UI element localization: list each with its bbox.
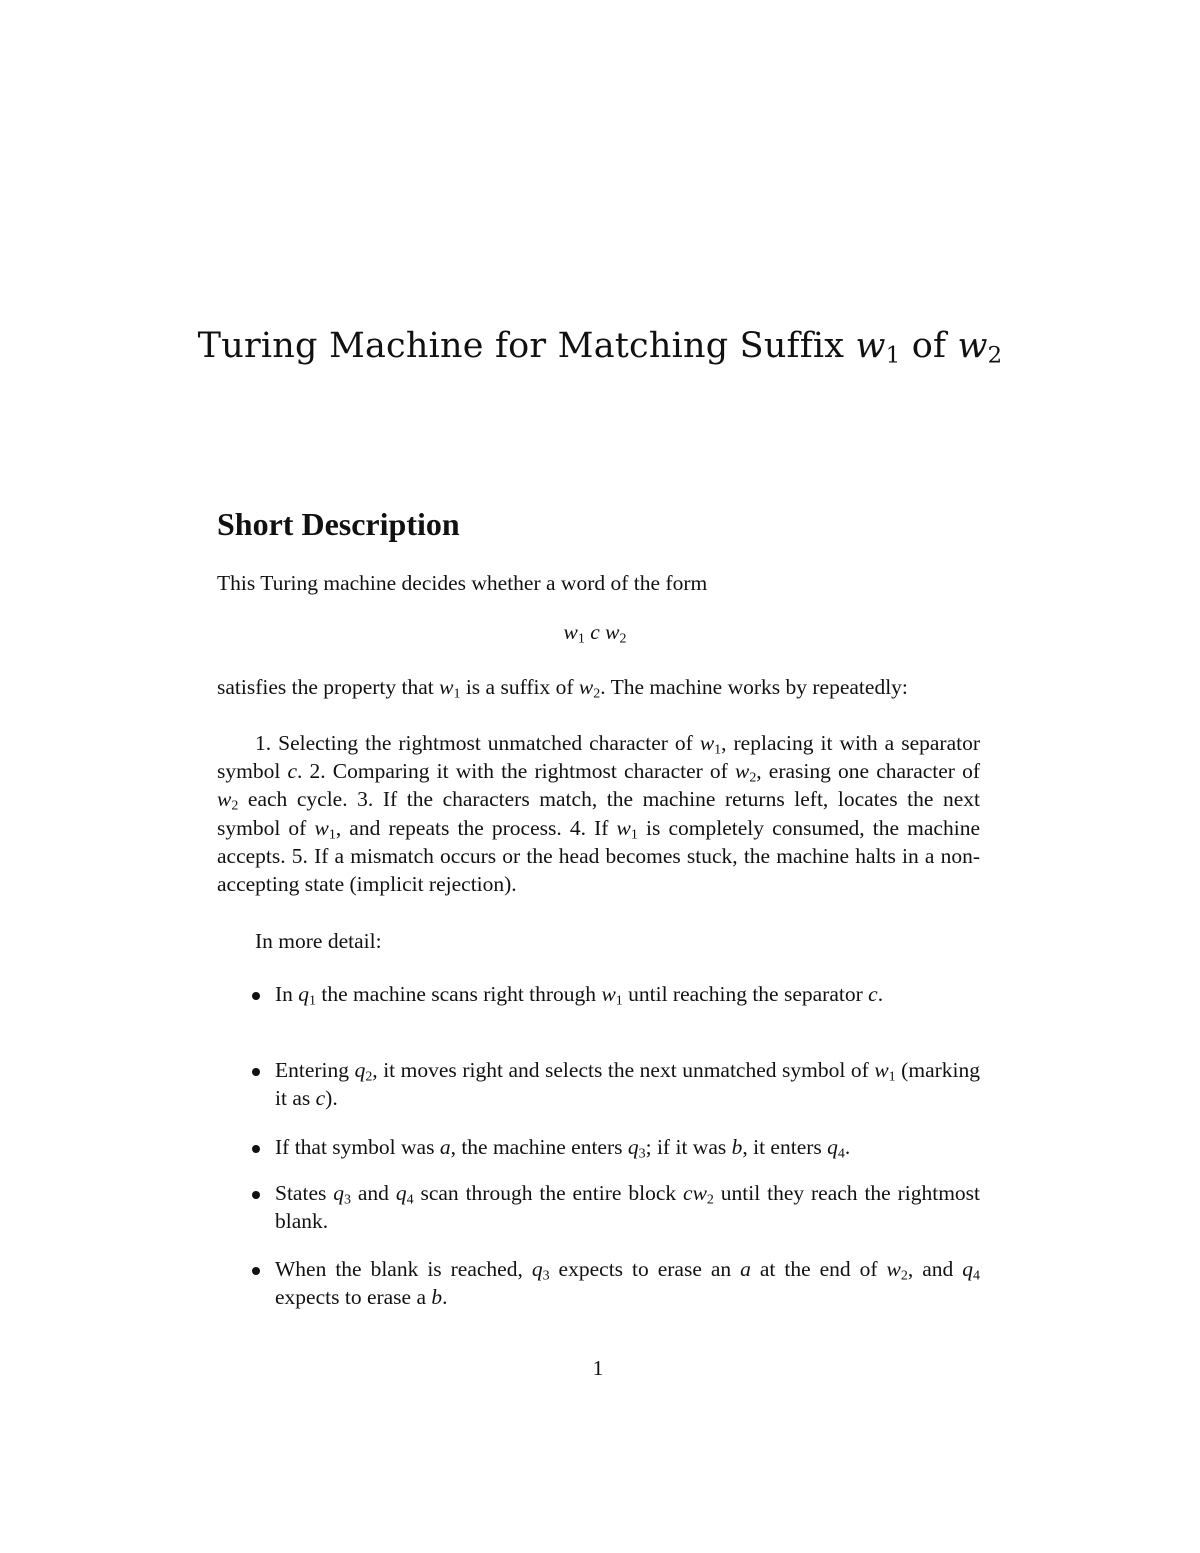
page-number: 1 (592, 1356, 604, 1380)
list-item: Entering $q_2$, it moves right and selects the next unmatched symbol of $w_1$ (marking it as c). (217, 1056, 980, 1112)
formula-w1-c-w2: $w_1$ c $w_2$ (563, 620, 627, 647)
intro-paragraph: This Turing machine decides whether a word of the form (217, 571, 708, 595)
steps-paragraph: 1. Selecting the rightmost unmatched character of $w_1$, replacing it with a separator symbol c. 2. Comparing it with the rightmost character of $w_2$, erasing one character of $w_2$ each cycle. 3. If the characters match, the machine returns left, locates the next symbol of $w_1$, and repeats the process. 4. If $w_1$ is completely consumed, the machine accepts. 5. If a mismatch occurs or the head becomes stuck, the machine halts in a non-accepting state (implicit rejection). (217, 731, 980, 897)
bullet-icon (252, 1145, 260, 1153)
title-sub-1: 1 (885, 342, 901, 369)
title-var-w1: w (855, 326, 886, 366)
list-item: When the blank is reached, $q_3$ expects to erase an a at the end of $w_2$, and $q_4$ expects to erase a b. (217, 1255, 980, 1311)
title-of: of (900, 326, 958, 366)
list-item: States $q_3$ and $q_4$ scan through the entire block $cw_2$ until they reach the rightmost blank. (217, 1179, 980, 1235)
title-var-w2: w (957, 326, 988, 366)
list-item: If that symbol was a, the machine enters $q_3$; if it was b, it enters $q_4$. (217, 1133, 980, 1161)
bullet-icon (252, 992, 260, 1000)
title-sub-2: 2 (987, 342, 1003, 369)
document-title (0, 326, 1200, 369)
detail-intro-paragraph: In more detail: (255, 929, 382, 953)
list-item: In $q_1$ the machine scans right through $w_1$ until reaching the separator c. (217, 980, 980, 1008)
bullet-icon (252, 1191, 260, 1199)
bullet-icon (252, 1068, 260, 1076)
section-heading: Short Description (217, 506, 460, 542)
title-text: Turing Machine for Matching Suffix (197, 326, 856, 366)
bullet-icon (252, 1267, 260, 1275)
property-paragraph: satisfies the property that $w_1$ is a suffix of $w_2$. The machine works by repeatedly: (217, 675, 908, 702)
